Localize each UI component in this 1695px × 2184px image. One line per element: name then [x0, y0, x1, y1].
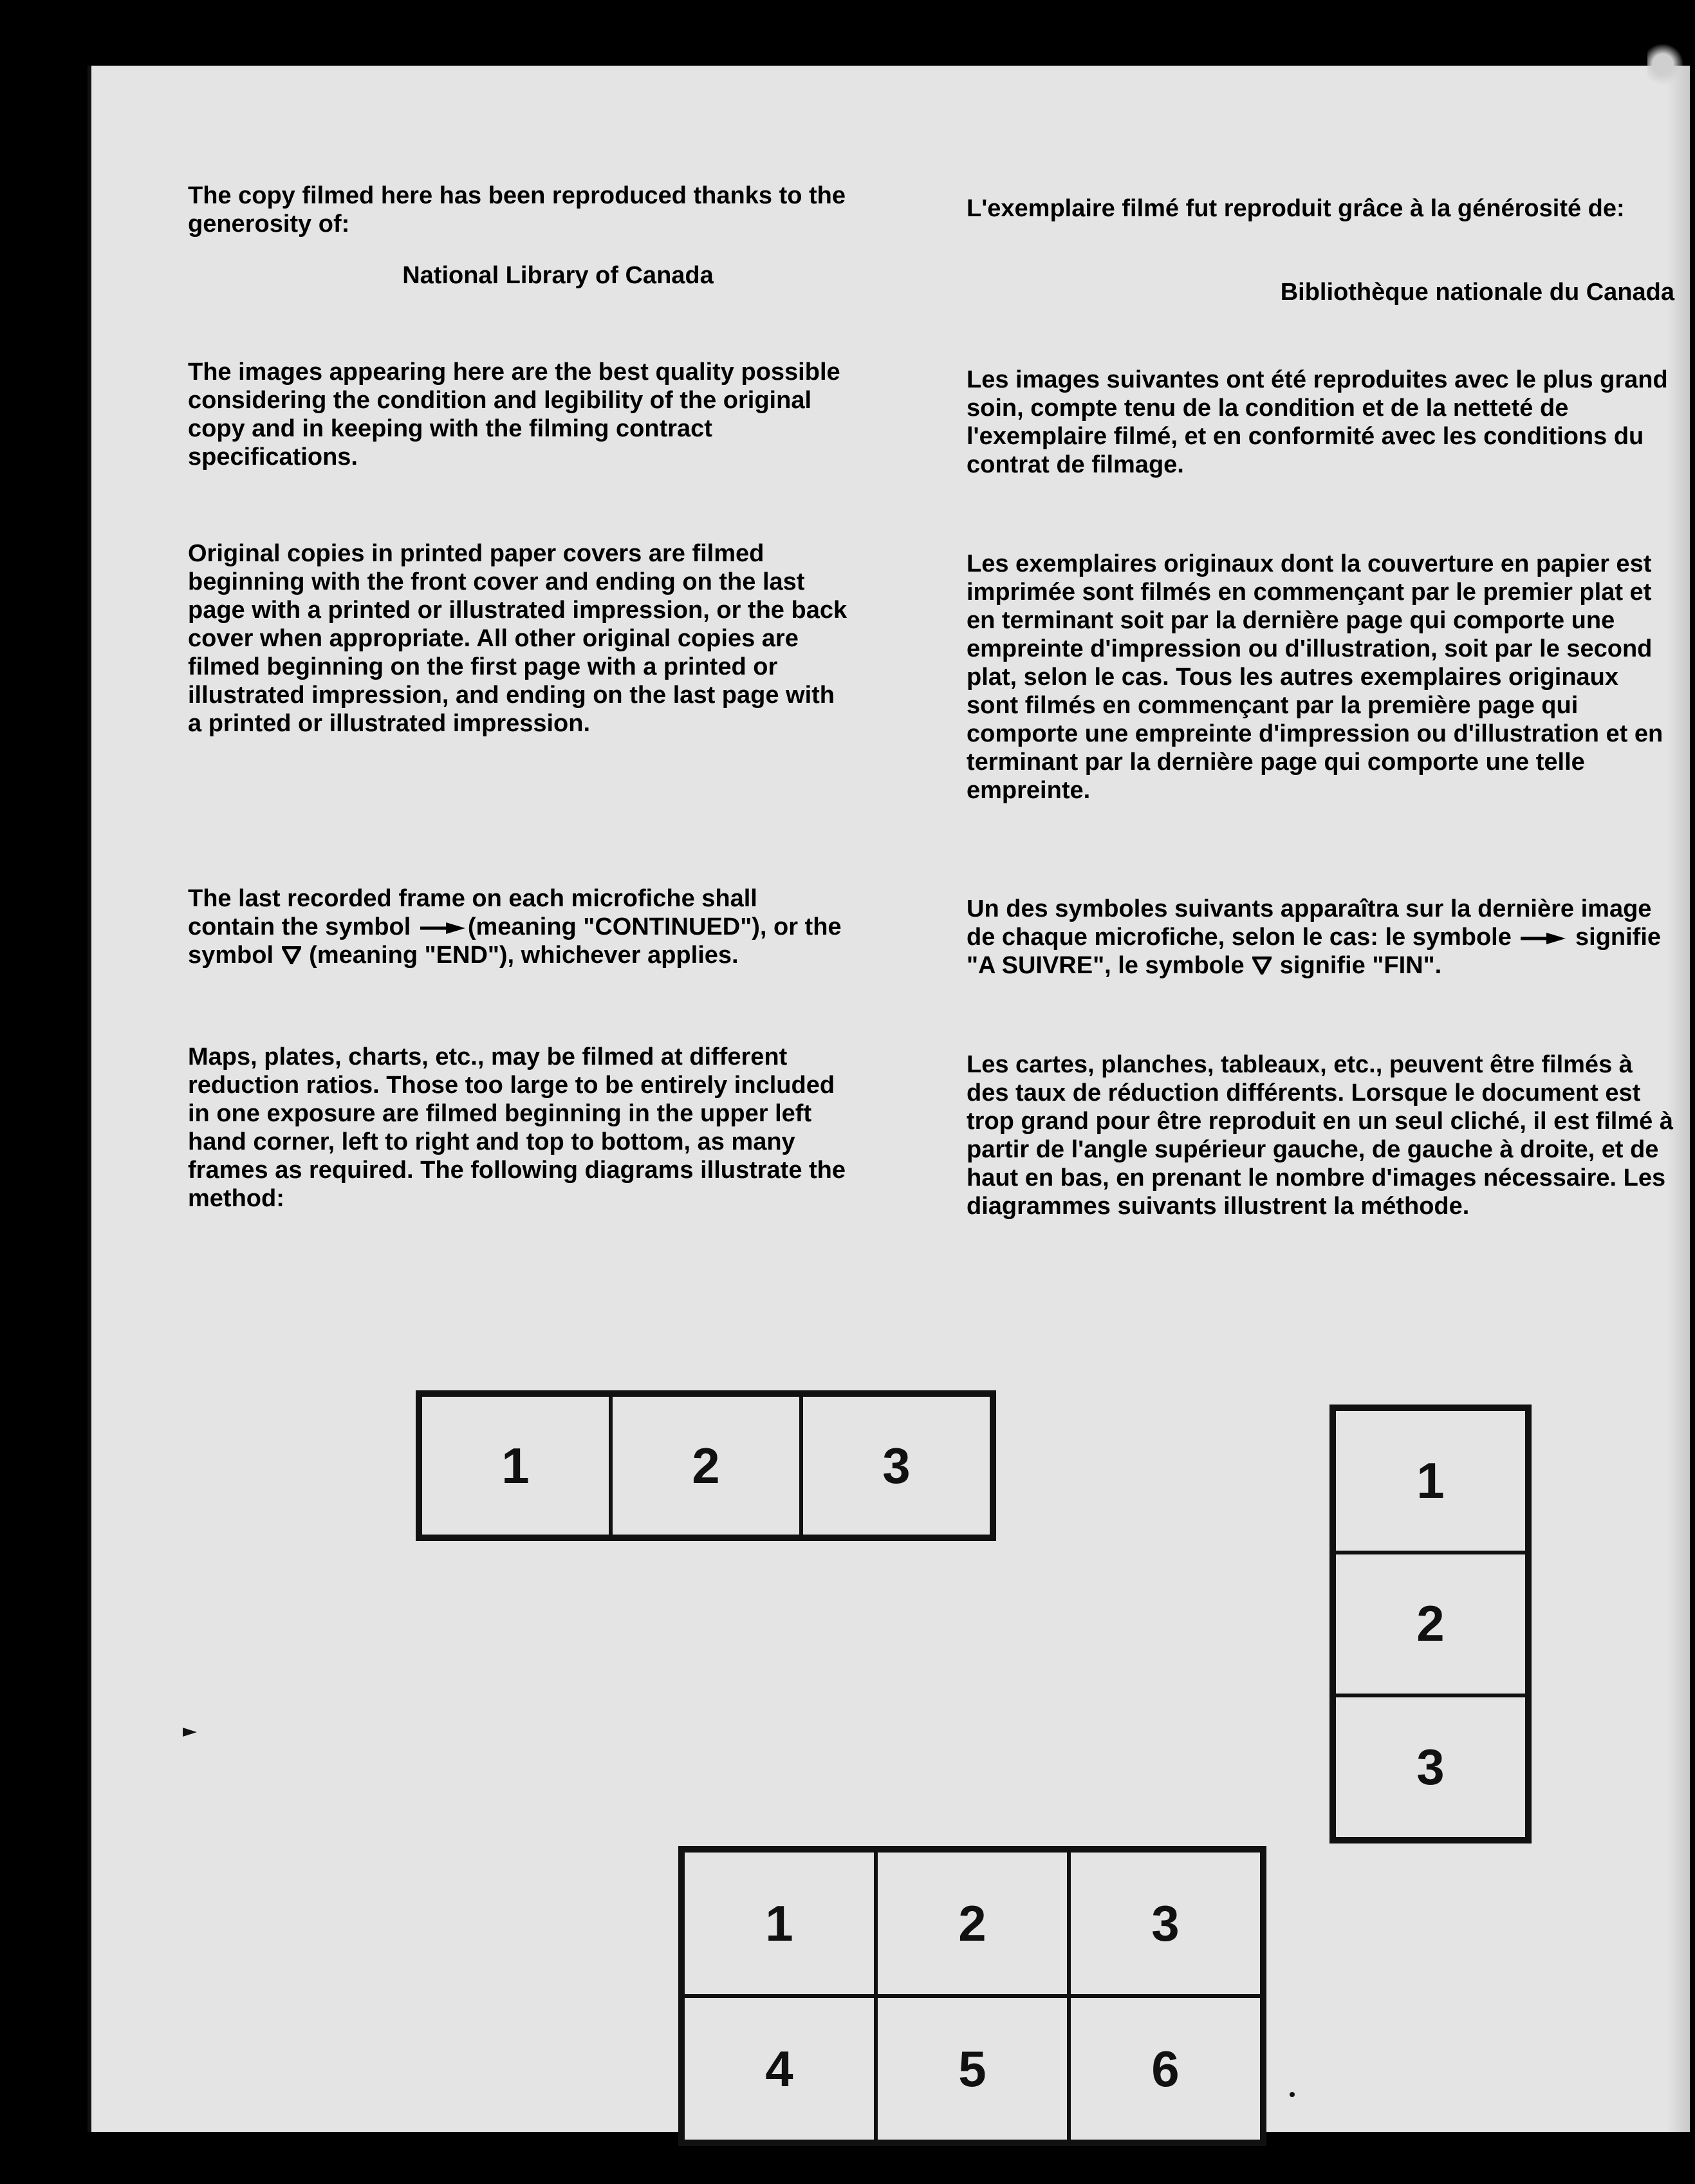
fr-symbols-text-a: Un des symboles suivants apparaîtra sur la dernière image de chaque microfiche, selon le cas: le symbole [967, 895, 1652, 951]
triangle-down-icon [282, 946, 301, 964]
fr-maps-paragraph: Les cartes, planches, tableaux, etc., peuvent être filmés à des taux de réduction différents. Lorsque le document est trop grand pour être reproduit en un seul cliché, il est filmé à partir de l'angle supérieur gauche, de gauche à droite, et de haut en bas, en prenant le nombre d'images nécessaire. Les diagrammes suivants illustrent la méthode. [967, 1051, 1673, 1220]
frame-cell: 4 [683, 1996, 876, 2142]
diagram-horizontal-frames [416, 1390, 996, 1541]
frame-cell: 3 [801, 1395, 992, 1536]
fr-acknowledgement: L'exemplaire filmé fut reproduit grâce à la générosité de: [967, 195, 1625, 222]
frame-cell: 2 [1334, 1553, 1527, 1696]
fr-symbols-paragraph [967, 895, 1674, 980]
en-image-quality-paragraph: The images appearing here are the best quality possible considering the condition and legibility of the original copy and in keeping with the filming contract specifications. [188, 359, 840, 471]
en-maps-paragraph: Maps, plates, charts, etc., may be filmed at different reduction ratios. Those too large to be entirely included in one exposure are filmed beginning in the upper left hand corner, left to right and top to bottom, as many frames as required. The following diagrams illustrate the method: [188, 1043, 846, 1212]
fr-symbols-text-c: signifie "FIN". [1279, 952, 1442, 979]
fr-symbols-text-b: signifie "A SUIVRE", le symbole [967, 924, 1662, 979]
fr-original-copies-paragraph: Les exemplaires originaux dont la couverture en papier est imprimée sont filmés en commençant par le premier plat et en terminant soit par la dernière page qui comporte une empreinte d'impression ou d'illustration, soit par le second plat, selon le cas. Tous les autres exemplaires originaux sont filmés en commençant par la première page qui comporte une empreinte d'impression ou d'illustration et en terminant par la dernière page qui comporte une telle empreinte. [967, 550, 1663, 804]
arrow-right-icon [1521, 932, 1566, 945]
frame-cell: 2 [876, 1851, 1069, 1996]
fr-library-name: Bibliothèque nationale du Canada [1280, 279, 1674, 306]
frame-cell: 1 [1334, 1409, 1527, 1553]
diagram-vertical-frames [1329, 1405, 1532, 1843]
frame-cell: 1 [420, 1395, 611, 1536]
en-library-name: National Library of Canada [402, 262, 714, 289]
corner-blemish [1647, 39, 1686, 90]
frame-cell: 3 [1334, 1695, 1527, 1839]
en-symbols-text-b: (meaning "CONTINUED"), or the symbol [188, 913, 842, 969]
frame-cell: 6 [1069, 1996, 1262, 2142]
en-symbols-paragraph [188, 884, 851, 969]
document-page [88, 66, 1690, 2132]
fr-image-quality-paragraph: Les images suivantes ont été reproduites avec le plus grand soin, compte tenu de la condition et de la netteté de l'exemplaire filmé, et en conformité avec les conditions du contrat de filmage. [967, 366, 1668, 478]
en-original-copies-paragraph: Original copies in printed paper covers are filmed beginning with the front cover and ending on the last page with a printed or illustrated impression, or the back cover when appropriate. All other original copies are filmed beginning on the first page with a printed or illustrated impression, and ending on the last page with a printed or illustrated impression. [188, 540, 848, 737]
en-symbols-text-c: (meaning "END"), whichever applies. [309, 942, 739, 969]
margin-tick-mark [183, 1728, 197, 1737]
en-acknowledgement: The copy filmed here has been reproduced thanks to the generosity of: [188, 182, 846, 238]
stray-dot [1290, 2092, 1295, 2097]
arrow-right-icon [420, 922, 465, 935]
en-symbols-text-a: The last recorded frame on each microfiche shall contain the symbol [188, 885, 757, 940]
frame-cell: 5 [876, 1996, 1069, 2142]
diagram-grid-frames [678, 1846, 1266, 2146]
frame-cell: 3 [1069, 1851, 1262, 1996]
frame-cell: 2 [611, 1395, 801, 1536]
triangle-down-icon [1252, 957, 1272, 975]
frame-cell: 1 [683, 1851, 876, 1996]
